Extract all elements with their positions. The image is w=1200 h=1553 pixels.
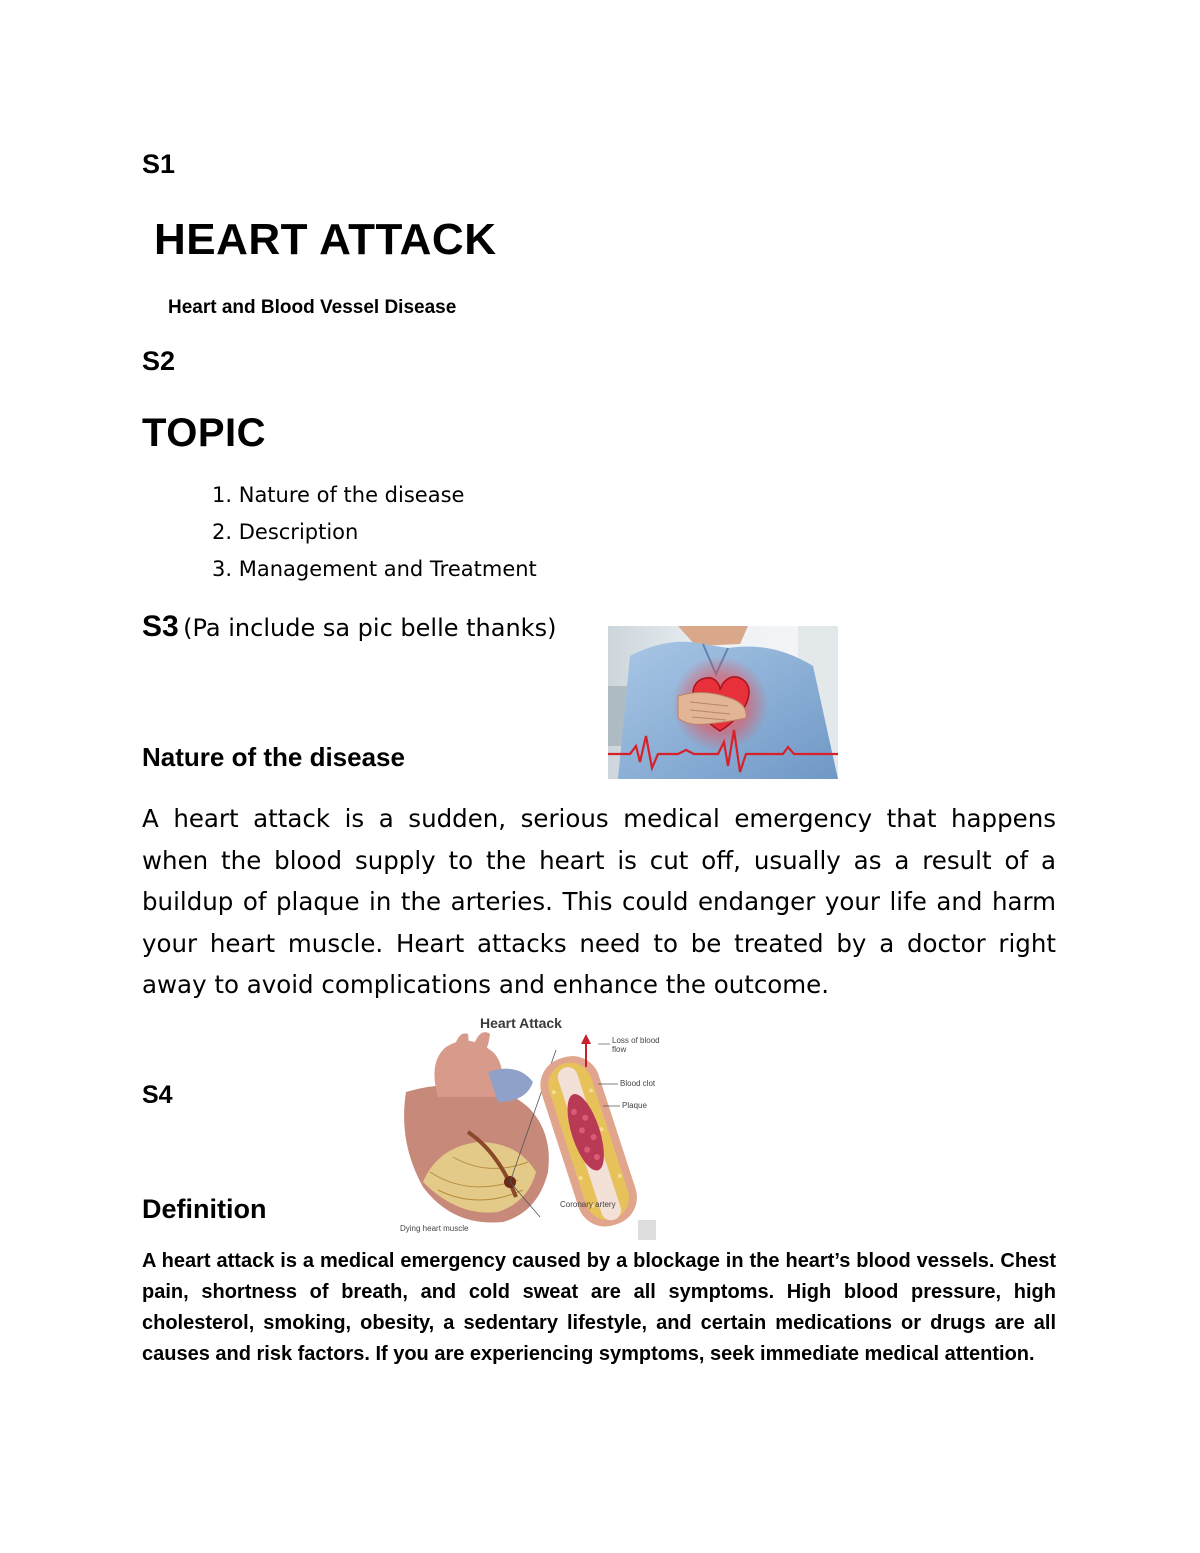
list-text: Nature of the disease xyxy=(238,483,465,507)
s3-header xyxy=(142,612,556,642)
chest-pain-photo xyxy=(608,626,838,779)
definition-paragraph: A heart attack is a medical emergency caused by a blockage in the heart’s blood vessels. Chest pain, shortness of breath, and cold sweat are all symptoms. High blood pressure, high cholesterol, smoking, obesity, a sedentary lifestyle, and certain medications or drugs are all causes and risk factors. If you are experiencing symptoms, seek immediate medical attention. xyxy=(142,1250,1056,1365)
slide-note: (Pa include sa pic belle thanks) xyxy=(183,614,557,642)
list-number: 3. xyxy=(212,557,233,581)
chest-pain-photo-illustration xyxy=(608,626,838,779)
section-heading-definition: Definition xyxy=(142,1194,267,1224)
slide-label-s3: S3 xyxy=(142,610,179,643)
figure-label-plaque: Plaque xyxy=(622,1101,647,1110)
figure-label-blood-flow: Loss of blood flow xyxy=(612,1036,660,1054)
figure-label-dying-muscle: Dying heart muscle xyxy=(400,1224,469,1233)
figure-label-blood-clot: Blood clot xyxy=(620,1079,656,1088)
list-text: Management and Treatment xyxy=(238,557,537,581)
page-title: HEART ATTACK xyxy=(154,215,497,264)
slide-label-s2: S2 xyxy=(142,346,176,376)
figure-title: Heart Attack xyxy=(480,1015,562,1031)
slide-label-s1: S1 xyxy=(142,149,176,179)
section-heading-nature: Nature of the disease xyxy=(142,742,405,772)
nature-paragraph: A heart attack is a sudden, serious medical emergency that happens when the blood supply to the heart is cut off, usually as a result of a buildup of plaque in the arteries. This could endanger your life and harm your heart muscle. Heart attacks need to be treated by a doctor right away to avoid complications and enhance the outcome. xyxy=(142,804,1056,999)
page-subtitle: Heart and Blood Vessel Disease xyxy=(168,297,457,318)
list-number: 2. xyxy=(212,520,233,544)
list-number: 1. xyxy=(212,483,233,507)
figure-label-coronary-artery: Coronary artery xyxy=(560,1200,616,1209)
topic-list xyxy=(212,477,537,588)
list-item xyxy=(212,514,537,551)
list-item xyxy=(212,551,537,588)
list-text: Description xyxy=(238,520,359,544)
topic-heading: TOPIC xyxy=(142,411,267,455)
slide-label-s4: S4 xyxy=(142,1081,173,1109)
list-item xyxy=(212,477,537,514)
heart-attack-diagram xyxy=(398,1012,663,1244)
